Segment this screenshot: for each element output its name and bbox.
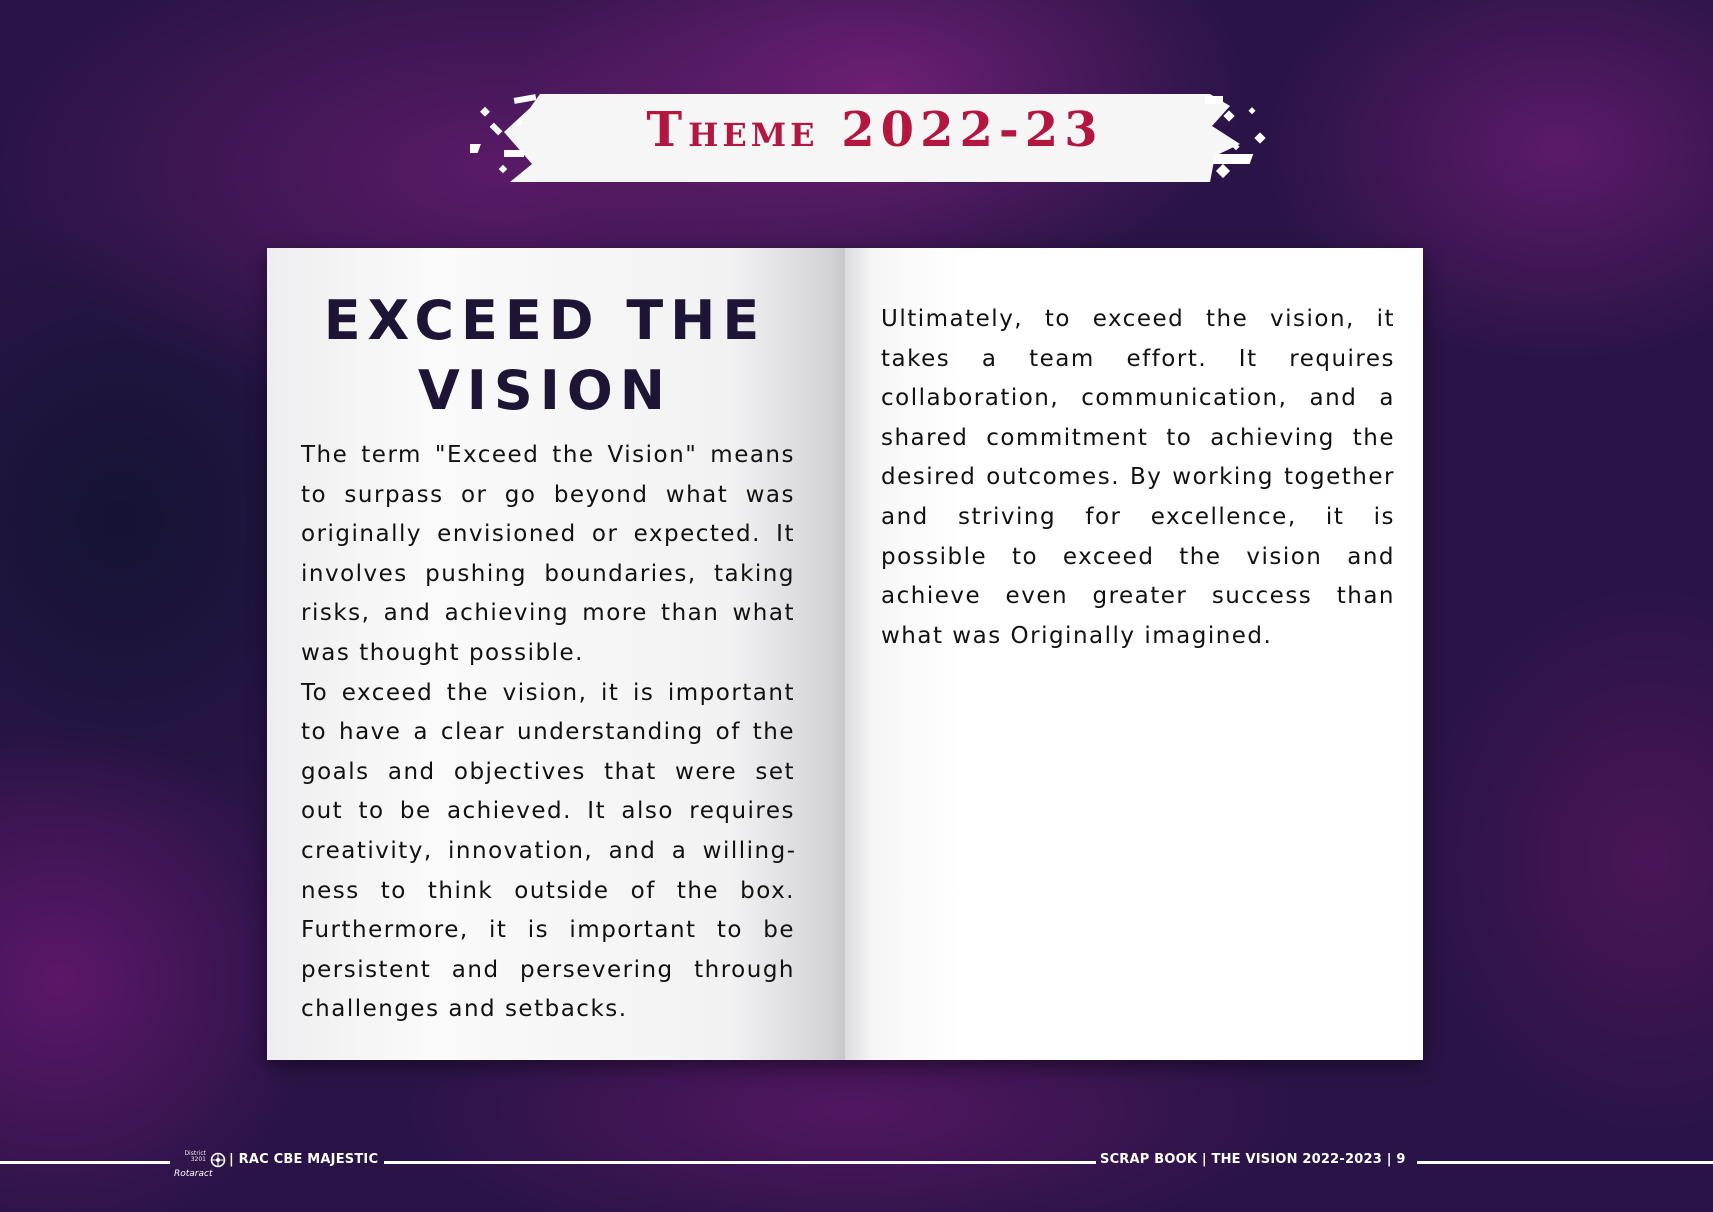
rotaract-logo (174, 1151, 213, 1179)
footer-publication-label: SCRAP BOOK | THE VISION 2022-2023 | (1100, 1152, 1392, 1167)
footer-publication (1100, 1152, 1406, 1167)
logo-district-text: District 3201 (184, 1150, 206, 1163)
footer-club-name: | RAC CBE MAJESTIC (229, 1152, 379, 1167)
right-page (845, 248, 1423, 1060)
banner-title (470, 102, 1280, 158)
left-page (267, 248, 845, 1060)
left-paragraph-1: The term "Exceed the Vision" means to surpass or go beyond what was originally envisioned or expected. It involves pushing boundaries, taking risks, and achieving more than what was thought possible. (301, 442, 795, 666)
banner-title-year: 2022-23 (841, 102, 1104, 158)
open-book (267, 248, 1423, 1060)
page-heading (297, 286, 793, 426)
right-body-text (881, 300, 1395, 656)
left-body-text (301, 436, 795, 1030)
rotary-wheel-icon (210, 1152, 226, 1168)
banner-title-initial: T (646, 102, 689, 158)
footer-rule-middle (384, 1161, 1096, 1164)
footer-rule-right (1417, 1161, 1713, 1164)
title-banner (470, 86, 1280, 186)
left-paragraph-2: To exceed the vision, it is important to have a clear understanding of the goals and objectives that were set out to be achieved. It also requires creativity, innovation, and a willingness to think outside of the box. Furthermore, it is important to be persistent and persevering through challenges and setbacks. (301, 679, 795, 1023)
logo-brand-text: Rotaract (174, 1169, 213, 1179)
right-paragraph: Ultimately, to exceed the vision, it takes a team effort. It requires collaboration, communication, and a shared commitment to achieving the desired outcomes. By working together and striving for excellence, it is possible to exceed the vision and achieve even greater success than what was Originally imagined. (881, 306, 1395, 649)
footer-rule-left (0, 1161, 170, 1164)
heading-line-2: VISION (418, 359, 672, 422)
heading-line-1: EXCEED THE (323, 289, 767, 352)
banner-title-rest: HEME (688, 116, 819, 154)
page-number: 9 (1396, 1152, 1406, 1167)
